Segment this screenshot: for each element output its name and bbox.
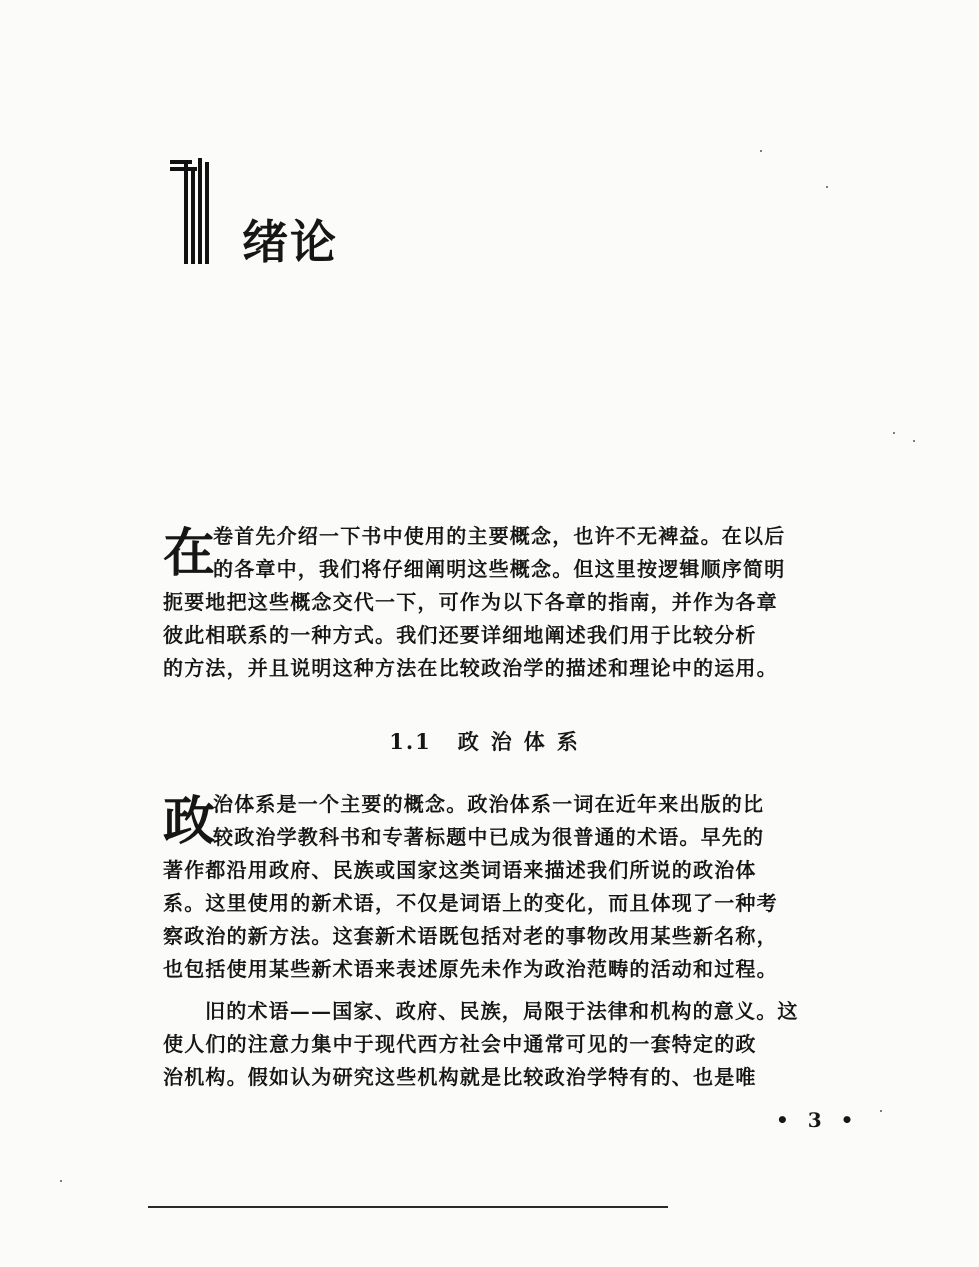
scan-speck <box>760 150 762 152</box>
section-title: 政治体系 <box>457 729 590 754</box>
text-line: 系。这里使用的新术语，不仅是词语上的变化，而且体现了一种考 <box>163 891 778 915</box>
intro-paragraph <box>163 520 863 685</box>
scan-speck <box>826 186 828 188</box>
para2-dropcap: 政 <box>163 791 216 852</box>
text-line: 使人们的注意力集中于现代西方社会中通常可见的一套特定的政 <box>163 1032 757 1056</box>
section-heading <box>0 726 979 758</box>
scan-speck <box>893 432 895 434</box>
text-line: 的方法，并且说明这种方法在比较政治学的描述和理论中的运用。 <box>163 656 778 680</box>
chapter-title: 绪论 <box>242 215 338 269</box>
text-line: 著作都沿用政府、民族或国家这类词语来描述我们所说的政治体 <box>163 858 757 882</box>
chapter-number-graphic <box>170 158 212 266</box>
text-line: 扼要地把这些概念交代一下，可作为以下各章的指南，并作为各章 <box>163 590 778 614</box>
text-line: 治机构。假如认为研究这些机构就是比较政治学特有的、也是唯 <box>163 1065 757 1089</box>
text-line: 较政治学教科书和专著标题中已成为很普通的术语。早先的 <box>213 825 765 849</box>
text-line: 也包括使用某些新术语来表述原先未作为政治范畴的活动和过程。 <box>163 957 778 981</box>
text-line: 彼此相联系的一种方式。我们还要详细地阐述我们用于比较分析 <box>163 623 757 647</box>
political-system-paragraph <box>163 788 863 986</box>
text-line: 卷首先介绍一下书中使用的主要概念，也许不无裨益。在以后 <box>213 524 786 548</box>
text-line: 旧的术语——国家、政府、民族，局限于法律和机构的意义。这 <box>205 999 799 1023</box>
text-line: 的各章中，我们将仔细阐明这些概念。但这里按逻辑顺序简明 <box>213 557 786 581</box>
scan-speck <box>880 1110 882 1112</box>
section-number: 1.1 <box>389 729 432 754</box>
scan-speck <box>60 1180 62 1182</box>
text-line: 治体系是一个主要的概念。政治体系一词在近年来出版的比 <box>213 792 765 816</box>
page-number: • 3 • <box>776 1108 860 1132</box>
old-terms-paragraph <box>163 995 863 1094</box>
bottom-rule <box>148 1206 668 1208</box>
intro-dropcap: 在 <box>163 523 216 584</box>
text-line: 察政治的新方法。这套新术语既包括对老的事物改用某些新名称， <box>163 924 778 948</box>
scan-speck <box>913 440 915 442</box>
